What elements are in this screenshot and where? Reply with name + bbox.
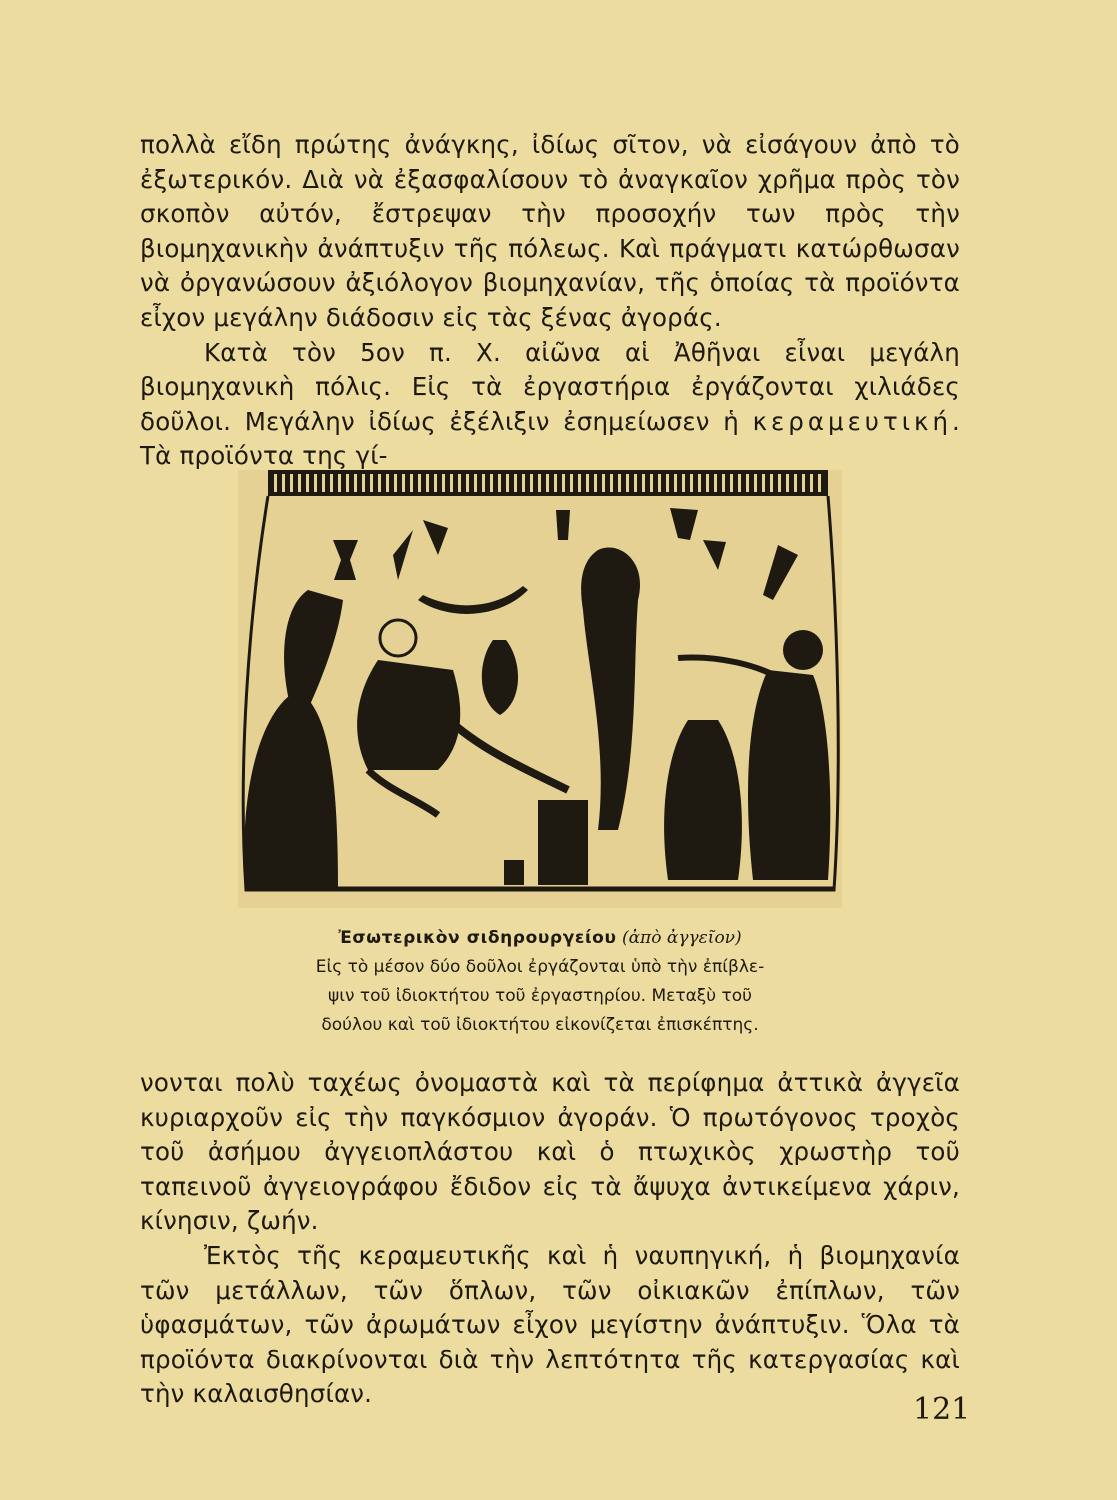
caption-title: Ἐσωτερικὸν σιδηρουργείου <box>338 928 617 948</box>
jug-shape <box>482 640 518 715</box>
vase-painting-illustration <box>238 470 842 908</box>
hanging-tools <box>333 508 798 614</box>
paragraph: νονται πολὺ ταχέως ὀνομαστὰ καὶ τὰ περίφημα ἀττικὰ ἀγγεῖα κυριαρχοῦν εἰς τὴν παγκόσμιον ἀγοράν. Ὁ πρωτόγονος τροχὸς τοῦ ἀσήμου ἀγγειοπλάστου καὶ ὁ πτωχικὸς χρωστὴρ τοῦ ταπεινοῦ ἀγγειογράφου ἔδιδον εἰς τὰ ἄψυχα ἀντικείμενα χάριν, κίνησιν, ζωήν. <box>140 1068 960 1236</box>
caption-line: ψιν τοῦ ἰδιοκτήτου τοῦ ἐργαστηρίου. Μεταξὺ τοῦ <box>328 986 752 1006</box>
paragraph: Ἐκτὸς τῆς κεραμευτικῆς καὶ ἡ ναυπηγική, ἡ βιομηχανία τῶν μετάλλων, τῶν ὅπλων, τῶν οἰκιακῶν ἐπίπλων, τῶν ὑφασμάτων, τῶν ἀρωμάτων εἶχον μεγίστην ἀνάπτυξιν. Ὅλα τὰ προϊόντα διακρίνονται διὰ τὴν λεπτότητα τῆς κατεργασίας καὶ τὴν καλαισθησίαν. <box>140 1240 960 1409</box>
owner-body <box>748 670 830 880</box>
paragraph-text: Κατὰ τὸν 5ον π. Χ. αἰῶνα αἱ Ἀθῆναι εἶναι μεγάλη βιομηχανικὴ πόλις. Εἰς τὰ ἐργαστήρια ἐργάζονται χιλιάδες δοῦλοι. Μεγάλην ἰδίως ἐξέλιξιν ἐσημείωσεν ἡ <box>140 337 960 436</box>
caption-line: δούλου καὶ τοῦ ἰδιοκτήτου εἰκονίζεται ἐπισκέπτης. <box>321 1015 759 1035</box>
border-pattern <box>274 474 821 492</box>
caption-line: Εἰς τὸ μέσον δύο δοῦλοι ἐργάζονται ὑπὸ τὴν ἐπίβλε- <box>315 957 765 977</box>
visitor-figure <box>664 720 742 880</box>
furnace-shape <box>244 690 338 890</box>
anvil <box>538 800 588 885</box>
caption-title-line <box>230 924 850 953</box>
body-text-top <box>140 128 960 474</box>
paragraph <box>140 336 960 474</box>
tool-on-floor <box>504 860 524 885</box>
owner-head <box>783 630 823 670</box>
paragraph-text: . Τὰ προϊόντα της γί- <box>140 406 960 471</box>
worker-head <box>380 620 416 656</box>
body-text-bottom <box>140 1066 960 1412</box>
emphasized-word: κεραμευτική <box>752 406 952 436</box>
caption-source: (ἀπὸ ἀγγεῖον) <box>621 928 742 948</box>
paragraph: πολλὰ εἴδη πρώτης ἀνάγκης, ἰδίως σῖτον, νὰ εἰσάγουν ἀπὸ τὸ ἐξωτερικόν. Διὰ νὰ ἐξασφαλίσουν τὸ ἀναγκαῖον χρῆμα πρὸς τὸν σκοπὸν αὐτόν, ἔστρεψαν τὴν προσοχήν των πρὸς τὴν βιομηχανικὴν ἀνάπτυξιν τῆς πόλεως. Καὶ πράγματι κατώρθωσαν νὰ ὀργανώσουν ἀξιόλογον βιομηχανίαν, τῆς ὁποίας τὰ προϊόντα εἶχον μεγάλην διάδοσιν εἰς τὰς ξένας ἀγοράς. <box>140 130 960 332</box>
smith-figure <box>581 547 640 830</box>
worker-arm <box>368 770 438 815</box>
figure-caption <box>230 924 850 1040</box>
page-number: 121 <box>913 1392 971 1427</box>
forge-scene-drawing <box>238 470 842 908</box>
